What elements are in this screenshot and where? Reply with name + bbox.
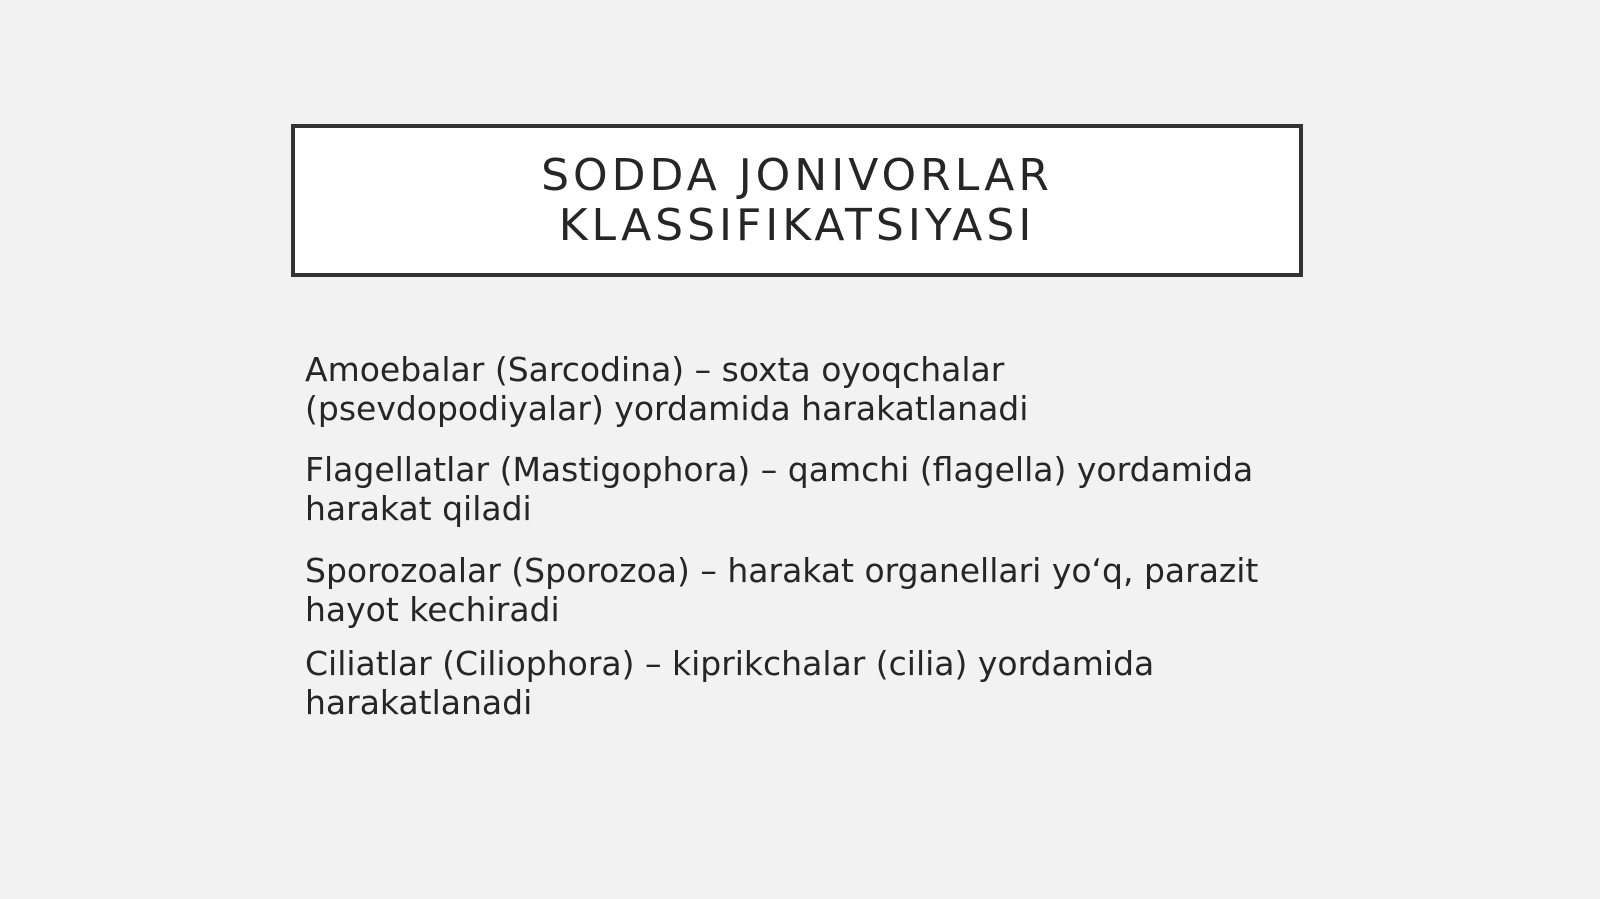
list-item-flagellatlar [305, 450, 1305, 528]
list-item-sporozoalar [305, 551, 1305, 629]
list-item-line: (psevdopodiyalar) yordamida harakatlanadi [305, 389, 1029, 428]
slide-title-line-2: KLASSIFIKATSIYASI [558, 199, 1036, 251]
list-item-line: Amoebalar (Sarcodina) – soxta oyoqchalar [305, 350, 1005, 389]
title-box [291, 124, 1303, 277]
list-item-line: harakatlanadi [305, 683, 533, 722]
list-item-line: Ciliatlar (Ciliophora) – kiprikchalar (cilia) yordamida [305, 644, 1155, 683]
slide-title-line-1: SODDA JONIVORLAR [541, 149, 1053, 201]
list-item-line: harakat qiladi [305, 489, 532, 528]
list-item-ciliatlar [305, 644, 1305, 722]
list-item-amoebalar [305, 350, 1305, 428]
list-item-line: Flagellatlar (Mastigophora) – qamchi (flagella) yordamida [305, 450, 1254, 489]
list-item-line: Sporozoalar (Sporozoa) – harakat organellari yo‘q, parazit [305, 551, 1259, 590]
list-item-line: hayot kechiradi [305, 590, 560, 629]
